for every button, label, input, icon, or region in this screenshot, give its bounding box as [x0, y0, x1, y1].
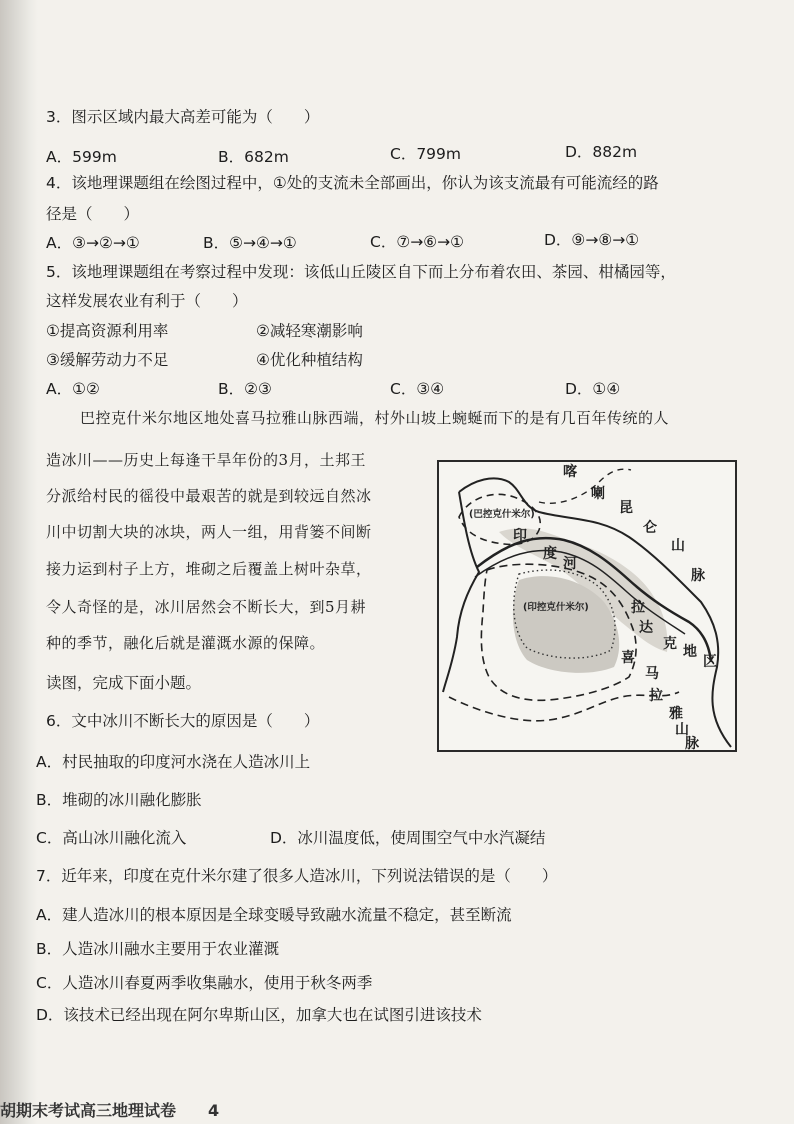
label-karakoram-5: 山	[671, 538, 685, 554]
q5-option-d[interactable]: D．①④	[565, 380, 621, 398]
q7-stem: 7．近年来，印度在克什米尔建了很多人造冰川，下列说法错误的是（ ）	[36, 867, 558, 885]
q5-option-b[interactable]: B．②③	[218, 380, 272, 398]
passage-line-1: 巴控克什米尔地区地处喜马拉雅山脉西端，村外山坡上蜿蜒而下的是有几百年传统的人	[80, 409, 670, 427]
q4-option-b[interactable]: B．⑤→④→①	[203, 234, 297, 252]
border-west	[443, 492, 479, 692]
label-himalaya-1: 喜	[621, 650, 635, 666]
q7-option-c[interactable]: C．人造冰川春夏两季收集融水，使用于秋冬两季	[36, 974, 373, 992]
kashmir-map	[437, 460, 737, 752]
q3-option-d[interactable]: D．882m	[565, 143, 638, 161]
q5-choice-1: ①提高资源利用率	[46, 322, 169, 340]
passage-line-3: 分派给村民的徭役中最艰苦的就是到较远自然冰	[46, 487, 372, 505]
label-karakoram-3: 昆	[619, 500, 633, 516]
q5-stem-line1: 5．该地理课题组在考察过程中发现：该低山丘陵区自下而上分布着农田、茶园、柑橘园等，	[46, 263, 676, 281]
label-pak-kashmir: (巴控克什米尔)	[469, 509, 535, 520]
q4-stem-line1: 4．该地理课题组在绘图过程中，①处的支流未全部画出，你认为该支流最有可能流经的路	[46, 174, 659, 192]
q6-option-c[interactable]: C．高山冰川融化流入	[36, 829, 187, 847]
q7-option-a[interactable]: A．建人造冰川的根本原因是全球变暖导致融水流量不稳定，甚至断流	[36, 906, 512, 924]
q6-option-a[interactable]: A．村民抽取的印度河水浇在人造冰川上	[36, 753, 311, 771]
q4-stem-line2: 径是（ ）	[46, 205, 140, 223]
q7-option-d[interactable]: D．该技术已经出现在阿尔卑斯山区，加拿大也在试图引进该技术	[36, 1006, 482, 1024]
label-ind-kashmir: (印控克什米尔)	[523, 602, 589, 613]
label-ladakh-1: 拉	[631, 600, 645, 616]
label-karakoram-1: 喀	[563, 464, 577, 480]
northern-boundary	[539, 469, 631, 503]
q5-option-c[interactable]: C．③④	[390, 380, 445, 398]
label-himalaya-3: 拉	[649, 688, 663, 704]
label-himalaya-2: 马	[645, 666, 659, 682]
q5-stem-line2: 这样发展农业有利于（ ）	[46, 292, 248, 310]
label-himalaya-5: 山	[675, 722, 689, 738]
map-drawing	[439, 462, 735, 750]
q5-option-a[interactable]: A．①②	[46, 380, 100, 398]
q4-option-c[interactable]: C．⑦→⑥→①	[370, 233, 464, 251]
q4-option-a[interactable]: A．③→②→①	[46, 234, 140, 252]
label-indus-2: 度	[543, 546, 557, 562]
passage-line-6: 令人奇怪的是，冰川居然会不断长大，到5月耕	[46, 598, 367, 616]
q7-option-b[interactable]: B．人造冰川融水主要用于农业灌溉	[36, 940, 280, 958]
label-ladakh-2: 达	[639, 620, 653, 636]
passage-line-7: 种的季节，融化后就是灌溉水源的保障。	[46, 634, 326, 652]
q3-option-c[interactable]: C．799m	[390, 145, 462, 163]
q5-choice-2: ②减轻寒潮影响	[256, 322, 363, 340]
q3-stem: 3．图示区域内最大高差可能为（ ）	[46, 108, 320, 126]
q3-option-a[interactable]: A．599m	[46, 148, 117, 166]
label-himalaya-4: 雅	[669, 706, 683, 722]
q6-option-d[interactable]: D．冰川温度低，使周围空气中水汽凝结	[270, 829, 546, 847]
label-indus-3: 河	[563, 556, 577, 572]
page-footer: 胡期末考试高三地理试卷 4	[0, 1101, 220, 1120]
q6-option-b[interactable]: B．堆砌的冰川融化膨胀	[36, 791, 202, 809]
label-karakoram-2: 喇	[591, 486, 605, 502]
label-ladakh-4: 地	[683, 644, 697, 660]
label-indus-1: 印	[513, 528, 527, 544]
page-edge-shadow	[0, 0, 38, 1124]
q5-choice-3: ③缓解劳动力不足	[46, 351, 169, 369]
southern-boundary	[449, 692, 679, 721]
label-ladakh-5: 区	[703, 654, 717, 670]
label-himalaya-6: 脉	[685, 736, 699, 750]
q3-option-b[interactable]: B．682m	[218, 148, 289, 166]
passage-line-4: 川中切割大块的冰块，两人一组，用背篓不间断	[46, 523, 372, 541]
q5-choice-4: ④优化种植结构	[256, 351, 363, 369]
passage-line-2: 造冰川——历史上每逢干旱年份的3月，土邦王	[46, 451, 367, 469]
passage-instruction: 读图，完成下面小题。	[46, 674, 202, 692]
q4-option-d[interactable]: D．⑨→⑧→①	[544, 231, 640, 249]
label-karakoram-4: 仑	[643, 520, 657, 536]
q6-stem: 6．文中冰川不断长大的原因是（ ）	[46, 712, 320, 730]
passage-line-5: 接力运到村子上方，堆砌之后覆盖上树叶杂草，	[46, 560, 372, 578]
label-ladakh-3: 克	[663, 636, 677, 652]
label-karakoram-6: 脉	[691, 568, 705, 584]
